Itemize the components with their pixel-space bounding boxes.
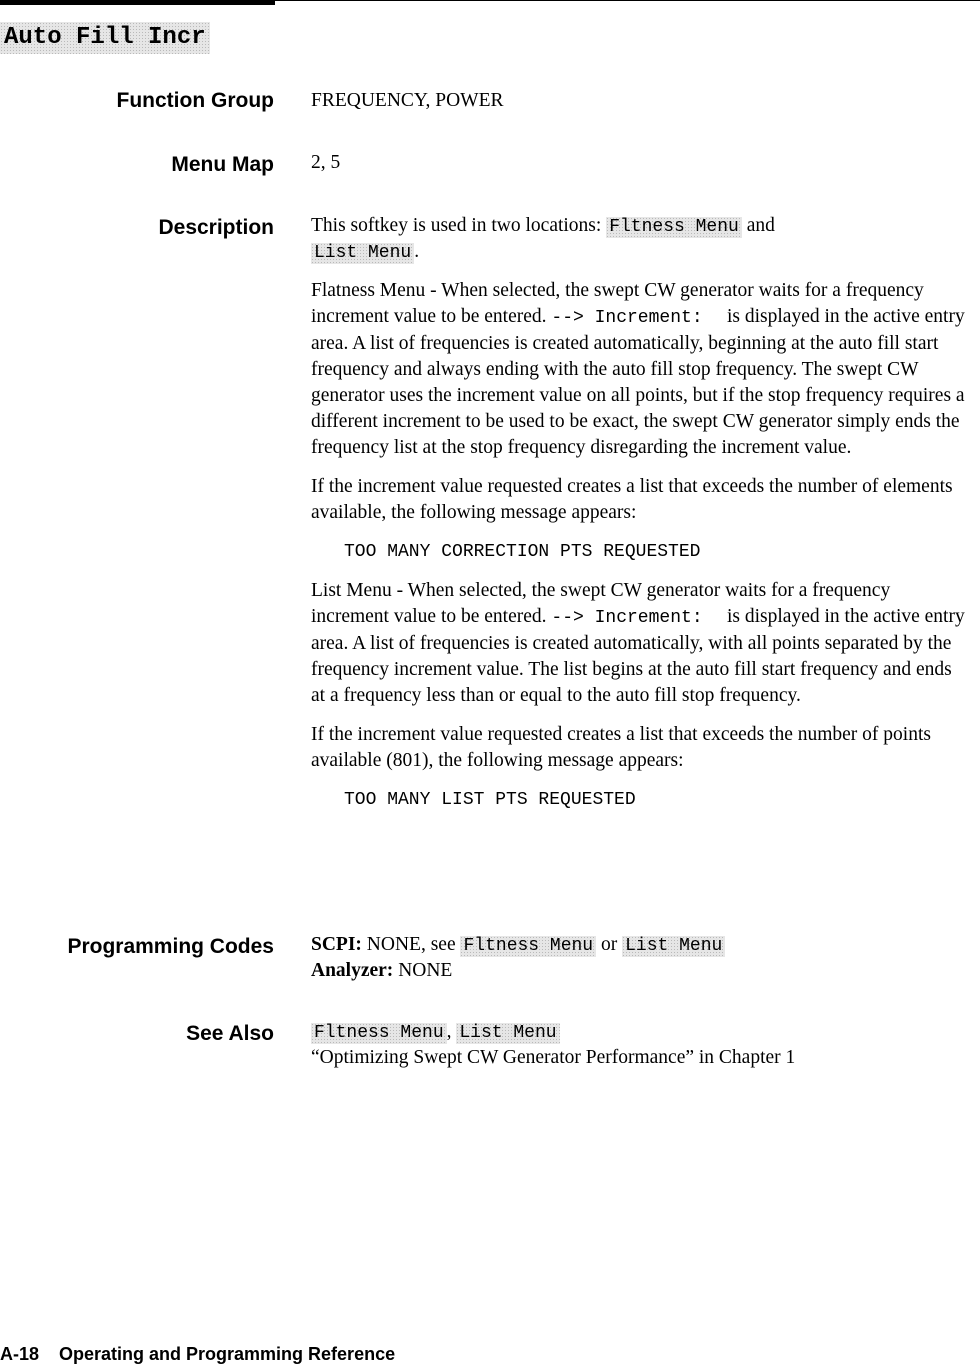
list-menu-key: List Menu <box>311 243 414 264</box>
points-paragraph: If the increment value requested creates a list that exceeds the number of points available (801), the following message appears: <box>311 724 931 771</box>
function-group-label: Function Group <box>116 89 274 112</box>
p1-text-a: Flatness Menu - When selected, the swept CW generator waits for a frequency increment value to be entered. <box>311 280 924 327</box>
intro-end: . <box>414 241 420 262</box>
menu-map-value: 2, 5 <box>311 152 341 173</box>
fltness-menu-key: Fltness Menu <box>311 1023 447 1044</box>
flatness-menu-paragraph <box>311 278 966 461</box>
header-rule-thick <box>0 0 275 5</box>
see-also-reference: “Optimizing Swept CW Generator Performance” in Chapter 1 <box>311 1047 796 1068</box>
list-pts-message: TOO MANY LIST PTS REQUESTED <box>344 790 636 810</box>
function-group-value: FREQUENCY, POWER <box>311 90 504 111</box>
fltness-menu-key: Fltness Menu <box>460 936 596 957</box>
elements-paragraph: If the increment value requested creates a list that exceeds the number of elements available, the following message appears: <box>311 476 953 523</box>
scpi-label: SCPI: <box>311 934 362 955</box>
analyzer-label: Analyzer: <box>311 960 394 981</box>
footer-section: Operating and Programming Reference <box>59 1344 396 1364</box>
increment-prompt: --> Increment: <box>551 608 703 628</box>
scpi-line <box>311 932 966 958</box>
p3-text-a: List Menu - When selected, the swept CW generator waits for a frequency increment value to be entered. <box>311 580 891 627</box>
fltness-menu-key: Fltness Menu <box>606 217 742 238</box>
scpi-text: NONE, see <box>366 934 456 955</box>
p1-text-b: is displayed in the active entry area. A list of frequencies is created automatically, beginning at the auto fill start frequency and always ending with the auto fill stop frequency. The swept CW generator uses the increment value on all points, but if the stop frequency requires a different increment to be used to be exact, the swept CW generator simply ends the frequency list at the stop frequency disregarding the increment value. <box>311 306 965 458</box>
p3-text-b: is displayed in the active entry area. A list of frequencies is created automatically, with all points separated by the frequency increment value. The list begins at the auto fill start frequency and ends at a frequency less than or equal to the auto fill stop frequency. <box>311 606 965 706</box>
description-intro <box>311 213 966 265</box>
analyzer-value: NONE <box>398 960 453 981</box>
menu-map-label: Menu Map <box>171 153 274 176</box>
header-rule-thin <box>275 0 980 1</box>
scpi-or: or <box>600 934 618 955</box>
see-also-keys <box>311 1019 966 1045</box>
see-also-comma: , <box>446 1021 452 1042</box>
description-body <box>311 213 966 826</box>
page-number: A-18 <box>0 1344 40 1364</box>
programming-codes-label: Programming Codes <box>67 935 274 958</box>
correction-pts-message: TOO MANY CORRECTION PTS REQUESTED <box>344 542 701 562</box>
programming-codes-body <box>311 932 966 984</box>
page-footer <box>0 1344 395 1365</box>
title-softkey: Auto Fill Incr <box>0 22 210 54</box>
see-also-body <box>311 1019 966 1071</box>
list-menu-paragraph <box>311 578 966 709</box>
analyzer-line <box>311 958 966 984</box>
list-menu-key: List Menu <box>622 936 725 957</box>
intro-text: This softkey is used in two locations: <box>311 215 602 236</box>
see-also-label: See Also <box>186 1022 274 1045</box>
increment-prompt: --> Increment: <box>551 308 703 328</box>
intro-and: and <box>746 215 775 236</box>
description-label: Description <box>158 216 274 239</box>
list-menu-key: List Menu <box>456 1023 559 1044</box>
